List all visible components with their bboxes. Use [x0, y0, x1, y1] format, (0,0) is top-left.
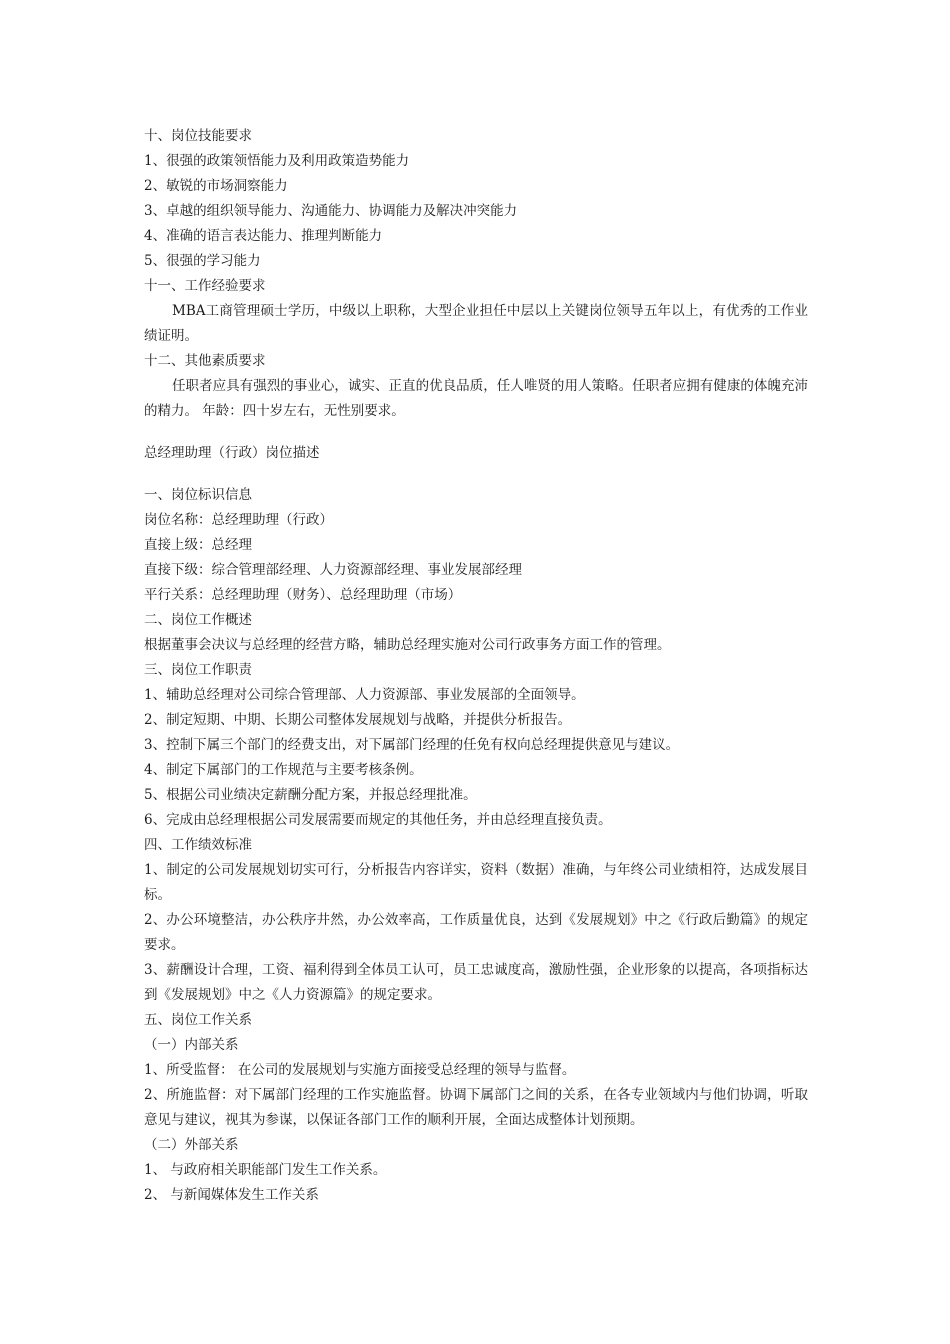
- part-5-heading: 五、岗位工作关系: [144, 1012, 252, 1028]
- duty-item: 3、控制下属三个部门的经费支出，对下属部门经理的任免有权向总经理提供意见与建议。: [144, 737, 680, 753]
- identity-line: 岗位名称：总经理助理（行政）: [144, 512, 333, 528]
- skill-item: 5、很强的学习能力: [144, 253, 261, 269]
- duty-item: 4、制定下属部门的工作规范与主要考核条例。: [144, 762, 423, 778]
- skill-item: 1、很强的政策领悟能力及利用政策造势能力: [144, 153, 410, 169]
- skill-item: 4、准确的语言表达能力、推理判断能力: [144, 228, 383, 244]
- internal-relation-item: 2、所施监督：对下属部门经理的工作实施监督。协调下属部门之间的关系，在各专业领域内与他们协调，听取意见与建议，视其为参谋，以保证各部门工作的顺利开展，全面达成整体计划预期。: [144, 1087, 808, 1128]
- standard-item: 3、薪酬设计合理，工资、福利得到全体员工认可，员工忠诚度高，激励性强，企业形象的以提高，各项指标达到《发展规划》中之《人力资源篇》的规定要求。: [144, 962, 808, 1003]
- internal-relations-heading: （一）内部关系: [144, 1037, 239, 1053]
- standard-item: 1、制定的公司发展规划切实可行，分析报告内容详实，资料（数据）准确，与年终公司业绩相符，达成发展目标。: [144, 862, 808, 903]
- section-10-heading: 十、岗位技能要求: [144, 128, 252, 144]
- identity-line: 直接上级：总经理: [144, 537, 252, 553]
- duty-item: 1、辅助总经理对公司综合管理部、人力资源部、事业发展部的全面领导。: [144, 687, 585, 703]
- duty-item: 2、制定短期、中期、长期公司整体发展规划与战略，并提供分析报告。: [144, 712, 572, 728]
- experience-paragraph: MBA工商管理硕士学历，中级以上职称，大型企业担任中层以上关键岗位领导五年以上，有优秀的工作业绩证明。: [144, 303, 808, 344]
- duty-item: 6、完成由总经理根据公司发展需要而规定的其他任务，并由总经理直接负责。: [144, 812, 612, 828]
- section-11-heading: 十一、工作经验要求: [144, 278, 266, 294]
- skill-item: 3、卓越的组织领导能力、沟通能力、协调能力及解决冲突能力: [144, 203, 518, 219]
- part-4-heading: 四、工作绩效标准: [144, 837, 252, 853]
- overview-line: 根据董事会决议与总经理的经营方略，辅助总经理实施对公司行政事务方面工作的管理。: [144, 637, 671, 653]
- duty-item: 5、根据公司业绩决定薪酬分配方案，并报总经理批准。: [144, 787, 477, 803]
- external-relation-item: 1、 与政府相关职能部门发生工作关系。: [144, 1162, 387, 1178]
- qualities-paragraph: 任职者应具有强烈的事业心，诚实、正直的优良品质，任人唯贤的用人策略。任职者应拥有健康的体魄充沛的精力。 年龄：四十岁左右，无性别要求。: [144, 378, 808, 419]
- standard-item: 2、办公环境整洁，办公秩序井然，办公效率高，工作质量优良，达到《发展规划》中之《行政后勤篇》的规定要求。: [144, 912, 808, 953]
- external-relation-item: 2、 与新闻媒体发生工作关系: [144, 1187, 319, 1203]
- internal-relation-item: 1、所受监督： 在公司的发展规划与实施方面接受总经理的领导与监督。: [144, 1062, 576, 1078]
- part-3-heading: 三、岗位工作职责: [144, 662, 252, 678]
- identity-line: 直接下级：综合管理部经理、人力资源部经理、事业发展部经理: [144, 562, 522, 578]
- external-relations-heading: （二）外部关系: [144, 1137, 239, 1153]
- part-2-heading: 二、岗位工作概述: [144, 612, 252, 628]
- skill-item: 2、敏锐的市场洞察能力: [144, 178, 288, 194]
- part-1-heading: 一、岗位标识信息: [144, 487, 252, 503]
- document-title: 总经理助理（行政）岗位描述: [144, 445, 320, 461]
- identity-line: 平行关系：总经理助理（财务）、总经理助理（市场）: [144, 587, 462, 603]
- document-page: [144, 124, 808, 1208]
- section-12-heading: 十二、其他素质要求: [144, 353, 266, 369]
